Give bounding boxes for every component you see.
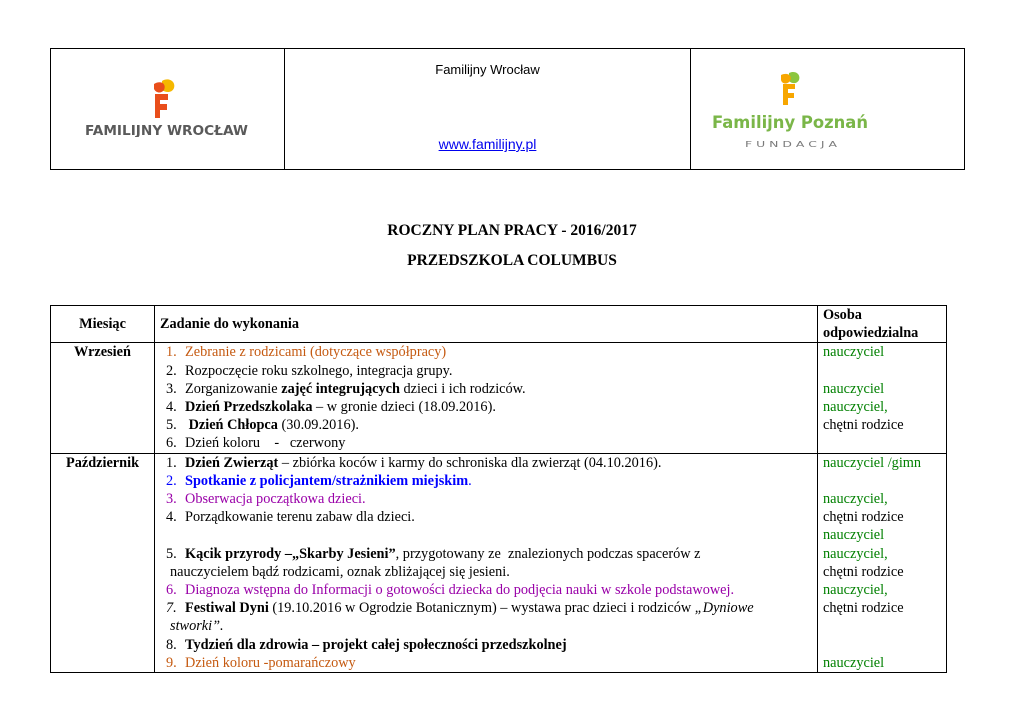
person-entry: chętni rodzice bbox=[823, 417, 904, 434]
person-entry: nauczyciel /gimn bbox=[823, 454, 922, 471]
person-entry: chętni rodzice bbox=[823, 563, 904, 580]
person-entry bbox=[823, 617, 941, 635]
task-header: Zadanie do wykonania bbox=[155, 306, 818, 343]
person-entry: nauczyciel bbox=[823, 344, 885, 361]
list-item: 2. Rozpoczęcie roku szkolnego, integracja grupy. bbox=[166, 362, 453, 379]
table-header-row bbox=[51, 306, 947, 343]
plan-table bbox=[50, 305, 947, 673]
spacer bbox=[160, 526, 812, 544]
tasks-cell-september bbox=[155, 343, 818, 453]
header-title: Familijny Wrocław bbox=[435, 62, 540, 77]
list-item: 4. Dzień Przedszkolaka – w gronie dzieci (18.09.2016). bbox=[166, 399, 496, 416]
month-header: Miesiąc bbox=[51, 306, 155, 343]
svg-text:FAMILIJNY WROCŁAW: FAMILIJNY WROCŁAW bbox=[85, 124, 248, 137]
month-cell-october: Październik bbox=[51, 453, 155, 672]
list-item: 6. Dzień koloru - czerwony bbox=[166, 435, 346, 452]
person-entry: nauczyciel, bbox=[823, 545, 888, 562]
person-entry: nauczyciel, bbox=[823, 399, 888, 415]
person-entry: chętni rodzice bbox=[823, 509, 904, 526]
list-item: 1. Dzień Zwierząt – zbiórka koców i karmy do schroniska dla zwierząt (04.10.2016). bbox=[166, 454, 662, 471]
person-entry bbox=[823, 636, 941, 654]
list-item: 2. Spotkanie z policjantem/strażnikiem miejskim. bbox=[166, 472, 472, 489]
familijny-wroclaw-logo bbox=[84, 77, 259, 137]
table-row bbox=[51, 453, 947, 672]
header-center-cell bbox=[285, 49, 691, 169]
svg-text:Familijny Poznań: Familijny Poznań bbox=[712, 113, 868, 133]
website-link[interactable]: www.familijny.pl bbox=[438, 136, 537, 152]
list-item: 1. Zebranie z rodzicami (dotyczące współpracy) bbox=[166, 344, 447, 361]
list-item-continuation: nauczycielem bądź rodzicami, oznak zbliżającej się jesieni. bbox=[170, 563, 510, 580]
person-entry: nauczyciel, bbox=[823, 491, 888, 508]
person-entry bbox=[823, 434, 941, 452]
person-entry: nauczyciel, bbox=[823, 582, 888, 599]
persons-cell-october bbox=[818, 453, 947, 672]
list-item-continuation: stworki”. bbox=[170, 618, 224, 635]
tasks-cell-october bbox=[155, 453, 818, 672]
list-item: 5. Dzień Chłopca (30.09.2016). bbox=[166, 417, 359, 434]
familijny-poznan-logo bbox=[711, 71, 871, 151]
header-right-cell bbox=[691, 49, 964, 169]
list-item: 5. Kącik przyrody –„Skarby Jesieni”, przygotowany ze znalezionych podczas spacerów z bbox=[166, 545, 701, 562]
person-entry: nauczyciel bbox=[823, 654, 885, 671]
document-title: ROCZNY PLAN PRACY - 2016/2017 bbox=[387, 222, 637, 239]
list-item: 4. Porządkowanie terenu zabaw dla dzieci. bbox=[166, 509, 415, 526]
person-entry: nauczyciel bbox=[823, 380, 885, 397]
table-row bbox=[51, 343, 947, 453]
list-item: 7. Festiwal Dyni (19.10.2016 w Ogrodzie Botanicznym) – wystawa prac dzieci i rodziców „Dyniowe bbox=[166, 600, 754, 617]
persons-cell-september bbox=[818, 343, 947, 453]
person-entry: chętni rodzice bbox=[823, 600, 904, 617]
list-item: 3. Obserwacja początkowa dzieci. bbox=[166, 491, 366, 508]
list-item: 8. Tydzień dla zdrowia – projekt całej społeczności przedszkolnej bbox=[166, 636, 567, 653]
person-entry: nauczyciel bbox=[823, 527, 885, 544]
svg-text:F U N D A C J A: F U N D A C J A bbox=[745, 140, 838, 149]
header-left-cell bbox=[51, 49, 285, 169]
document-subtitle: PRZEDSZKOLA COLUMBUS bbox=[407, 252, 617, 269]
month-cell-september: Wrzesień bbox=[51, 343, 155, 453]
list-item: 6. Diagnoza wstępna do Informacji o gotowości dziecka do podjęcia nauki w szkole podstawowej. bbox=[166, 582, 735, 599]
header-box bbox=[50, 48, 965, 170]
person-header: Osoba odpowiedzialna bbox=[818, 306, 947, 343]
list-item: 3. Zorganizowanie zajęć integrujących dzieci i ich rodziców. bbox=[166, 380, 526, 397]
person-entry bbox=[823, 362, 941, 380]
person-entry bbox=[823, 472, 941, 490]
list-item: 9. Dzień koloru -pomarańczowy bbox=[166, 654, 356, 671]
